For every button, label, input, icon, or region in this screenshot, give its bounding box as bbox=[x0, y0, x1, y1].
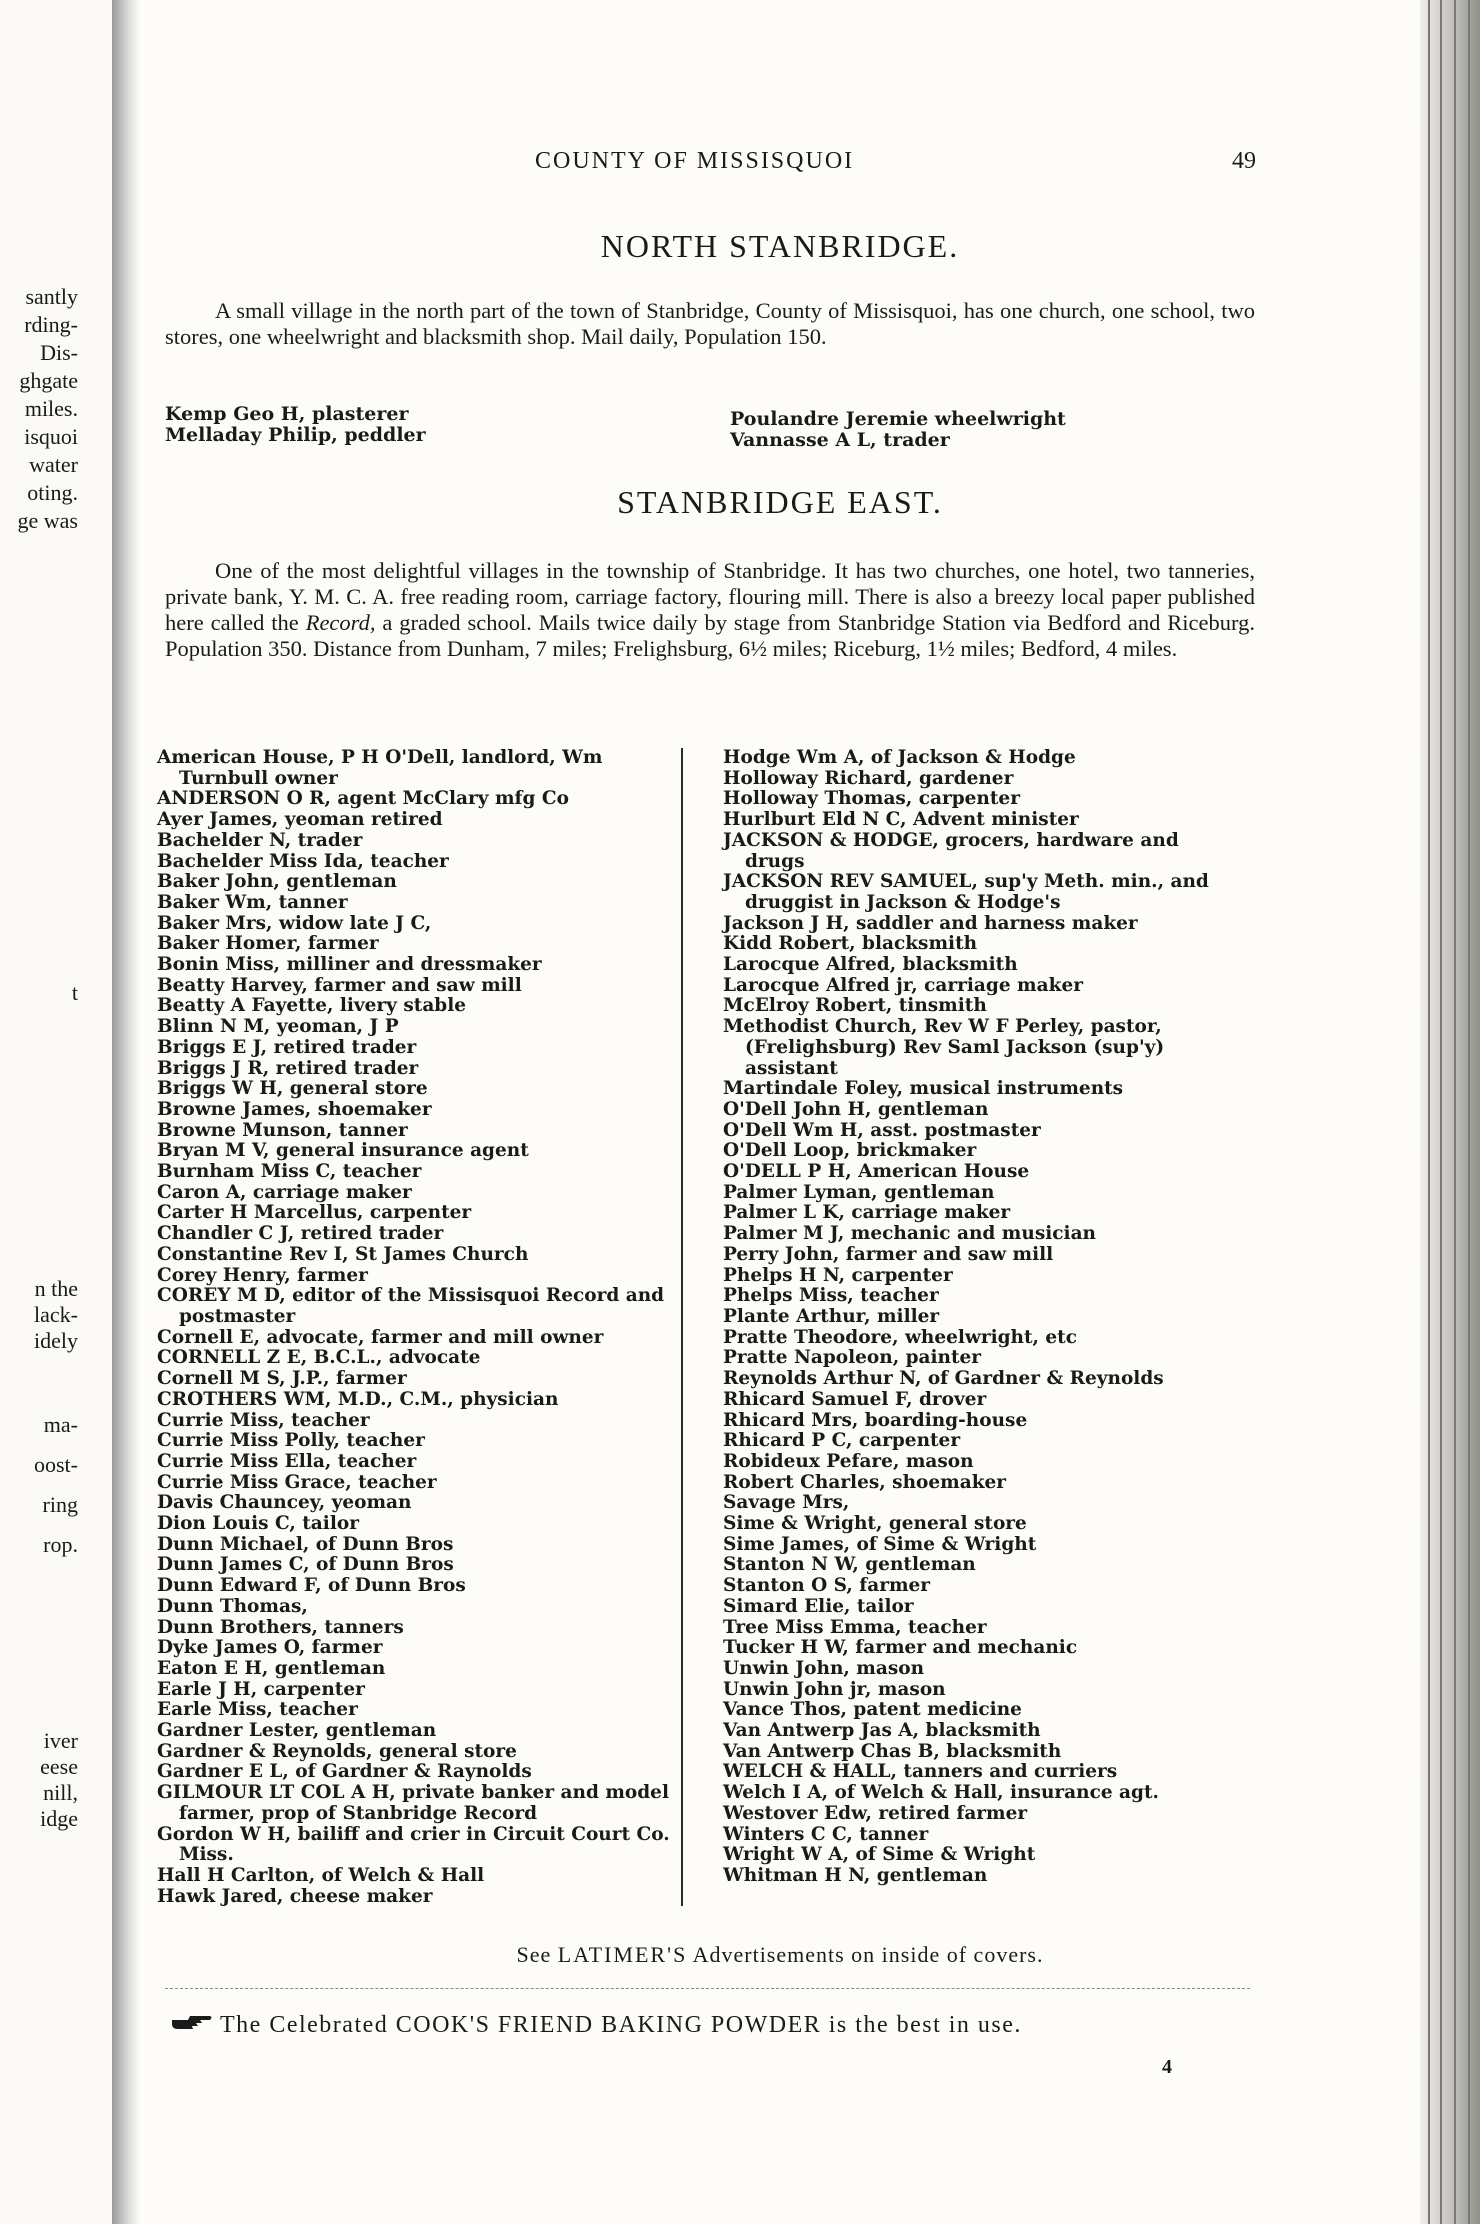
directory-entry: Palmer Lyman, gentleman bbox=[723, 1181, 995, 1203]
facing-page-fragment: n the bbox=[34, 1276, 78, 1301]
directory-entry: Cornell E, advocate, farmer and mill owner bbox=[157, 1326, 604, 1348]
directory-entry: Perry John, farmer and saw mill bbox=[723, 1243, 1054, 1265]
directory-column-left bbox=[157, 748, 675, 1907]
facing-page-fragment: rop. bbox=[43, 1532, 78, 1557]
directory-entry: Kidd Robert, blacksmith bbox=[723, 933, 978, 955]
directory-entry: Beatty Harvey, farmer and saw mill bbox=[157, 974, 522, 996]
directory-entry: Rhicard P C, carpenter bbox=[723, 1430, 961, 1452]
facing-page-fragment: ghgate bbox=[19, 368, 78, 393]
directory-entry: O'Dell Wm H, asst. postmaster bbox=[723, 1119, 1041, 1141]
facing-page-fragment: iver bbox=[43, 1728, 78, 1753]
book-page bbox=[140, 0, 1420, 2224]
directory-entry: Briggs W H, general store bbox=[157, 1078, 428, 1100]
directory-entry: Browne James, shoemaker bbox=[157, 1098, 432, 1120]
directory-entry: Constantine Rev I, St James Church bbox=[157, 1243, 529, 1265]
directory-entry: Bachelder Miss Ida, teacher bbox=[157, 850, 449, 872]
directory-entry: Reynolds Arthur N, of Gardner & Reynolds bbox=[723, 1368, 1164, 1390]
description-text: One of the most delightful villages in the township of Stanbridge. It has two churches, one hotel, two tanneries, private bank, Y. M. C. A. free reading room, carriage factory, flouring mill. There is also a breezy local paper published here called the bbox=[165, 558, 1255, 635]
directory-entry: O'DELL P H, American House bbox=[723, 1161, 1030, 1183]
section-title-north-stanbridge: NORTH STANBRIDGE. bbox=[600, 228, 960, 264]
directory-entry: Dunn Edward F, of Dunn Bros bbox=[157, 1575, 466, 1597]
directory-entry: Dunn James C, of Dunn Bros bbox=[157, 1554, 454, 1576]
directory-entry: Cornell M S, J.P., farmer bbox=[157, 1368, 407, 1390]
directory-entry: Hodge Wm A, of Jackson & Hodge bbox=[723, 747, 1076, 768]
directory-entry: Briggs E J, retired trader bbox=[157, 1036, 417, 1058]
running-title: COUNTY OF MISSISQUOI bbox=[535, 148, 855, 174]
directory-entry: Baker Wm, tanner bbox=[157, 891, 348, 913]
directory-entry: Westover Edw, retired farmer bbox=[723, 1802, 1028, 1824]
directory-entry: Blinn N M, yeoman, J P bbox=[157, 1016, 399, 1038]
directory-entry: Baker Homer, farmer bbox=[157, 933, 379, 955]
facing-page-fragment: eese bbox=[40, 1754, 78, 1779]
north-stanbridge-description-text: A small village in the north part of the town of Stanbridge, County of Missisquoi, has one church, one school, two stores, one wheelwright and blacksmith shop. Mail daily, Population 150. bbox=[165, 298, 1255, 349]
page-number: 49 bbox=[1232, 148, 1256, 174]
directory-entry: Vance Thos, patent medicine bbox=[723, 1699, 1022, 1721]
directory-entry: Pratte Theodore, wheelwright, etc bbox=[723, 1326, 1077, 1348]
directory-entry: Rhicard Samuel F, drover bbox=[723, 1388, 987, 1410]
directory-entry: Gardner E L, of Gardner & Raynolds bbox=[157, 1761, 532, 1783]
directory-entry: Baker Mrs, widow late J C, bbox=[157, 912, 432, 934]
page-stack-edge bbox=[1420, 0, 1480, 2224]
facing-page-fragment: water bbox=[29, 452, 78, 477]
directory-entry: Methodist Church, Rev W F Perley, pastor, (Frelighsburg) Rev Saml Jackson (sup'y) assistant bbox=[723, 1016, 1165, 1079]
stanbridge-east-description bbox=[165, 558, 1255, 662]
directory-entry: O'Dell Loop, brickmaker bbox=[723, 1140, 977, 1162]
directory-entry: Currie Miss, teacher bbox=[157, 1409, 370, 1431]
directory-entry: Larocque Alfred jr, carriage maker bbox=[723, 974, 1083, 996]
directory-entry: Rhicard Mrs, boarding-house bbox=[723, 1409, 1028, 1431]
directory-entry: Martindale Foley, musical instruments bbox=[723, 1078, 1124, 1100]
north-stanbridge-directory-left bbox=[165, 404, 426, 445]
directory-entry: Simard Elie, tailor bbox=[723, 1595, 914, 1617]
directory-entry: Chandler C J, retired trader bbox=[157, 1223, 444, 1245]
directory-entry: Baker John, gentleman bbox=[157, 871, 397, 893]
facing-page-fragment: isquoi bbox=[24, 424, 78, 449]
see-prefix: See bbox=[516, 1942, 558, 1967]
directory-entry: Browne Munson, tanner bbox=[157, 1119, 408, 1141]
directory-entry: Wright W A, of Sime & Wright bbox=[723, 1844, 1036, 1866]
directory-entry: Unwin John, mason bbox=[723, 1657, 925, 1679]
directory-entry: Robert Charles, shoemaker bbox=[723, 1471, 1007, 1493]
directory-entry: Dunn Michael, of Dunn Bros bbox=[157, 1533, 454, 1555]
directory-entry: Van Antwerp Jas A, blacksmith bbox=[723, 1720, 1041, 1742]
directory-entry: Currie Miss Grace, teacher bbox=[157, 1471, 437, 1493]
directory-entry: Bonin Miss, milliner and dressmaker bbox=[157, 954, 542, 976]
facing-page-fragment: oting. bbox=[27, 480, 78, 505]
baking-powder-ad bbox=[170, 2012, 1270, 2041]
directory-entry: Jackson J H, saddler and harness maker bbox=[723, 912, 1138, 934]
book-gutter bbox=[112, 0, 140, 2224]
signature-mark: 4 bbox=[1162, 2056, 1172, 2078]
directory-entry: ANDERSON O R, agent McClary mfg Co bbox=[157, 788, 569, 810]
directory-entry: Bachelder N, trader bbox=[157, 829, 363, 851]
facing-page-strip bbox=[0, 0, 115, 2224]
divider-rule bbox=[165, 1988, 1250, 1989]
north-stanbridge-directory-right bbox=[730, 409, 1066, 450]
directory-entry: Poulandre Jeremie wheelwright bbox=[730, 408, 1066, 430]
directory-entry: Palmer L K, carriage maker bbox=[723, 1202, 1011, 1224]
directory-entry: Carter H Marcellus, carpenter bbox=[157, 1202, 472, 1224]
section-title-stanbridge-east: STANBRIDGE EAST. bbox=[617, 484, 943, 520]
directory-entry: Caron A, carriage maker bbox=[157, 1181, 412, 1203]
directory-entry: Plante Arthur, miller bbox=[723, 1305, 940, 1327]
directory-entry: Holloway Richard, gardener bbox=[723, 767, 1014, 789]
running-head bbox=[140, 148, 1420, 184]
directory-entry: Currie Miss Polly, teacher bbox=[157, 1430, 425, 1452]
north-stanbridge-description bbox=[165, 298, 1255, 350]
directory-entry: Beatty A Fayette, livery stable bbox=[157, 995, 467, 1017]
directory-entry: Hawk Jared, cheese maker bbox=[157, 1885, 433, 1907]
directory-entry: Whitman H N, gentleman bbox=[723, 1864, 988, 1886]
facing-page-fragment: ma- bbox=[43, 1412, 78, 1437]
directory-entry: Corey Henry, farmer bbox=[157, 1264, 368, 1286]
directory-entry: Sime James, of Sime & Wright bbox=[723, 1533, 1037, 1555]
record-italic: Record, bbox=[305, 610, 376, 635]
directory-entry: Melladay Philip, peddler bbox=[165, 423, 426, 446]
facing-page-fragment: santly bbox=[25, 284, 78, 309]
directory-entry: Tree Miss Emma, teacher bbox=[723, 1616, 987, 1638]
facing-page-fragment: lack- bbox=[34, 1302, 78, 1327]
directory-entry: Winters C C, tanner bbox=[723, 1823, 929, 1845]
directory-entry: Tucker H W, farmer and mechanic bbox=[723, 1637, 1078, 1659]
directory-entry: Holloway Thomas, carpenter bbox=[723, 788, 1020, 810]
directory-column-right bbox=[723, 748, 1243, 1887]
directory-entry: Ayer James, yeoman retired bbox=[157, 809, 443, 831]
directory-entry: Stanton O S, farmer bbox=[723, 1575, 931, 1597]
directory-entry: Gardner & Reynolds, general store bbox=[157, 1740, 517, 1762]
facing-page-fragment: oost- bbox=[34, 1452, 78, 1477]
directory-entry: Vannasse A L, trader bbox=[730, 428, 950, 451]
directory-entry: Burnham Miss C, teacher bbox=[157, 1161, 422, 1183]
directory-entry: Stanton N W, gentleman bbox=[723, 1554, 976, 1576]
directory-entry: Hurlburt Eld N C, Advent minister bbox=[723, 809, 1079, 831]
directory-entry: Van Antwerp Chas B, blacksmith bbox=[723, 1740, 1062, 1762]
directory-entry: Dunn Brothers, tanners bbox=[157, 1616, 404, 1638]
directory-entry: McElroy Robert, tinsmith bbox=[723, 995, 987, 1017]
directory-entry: Welch I A, of Welch & Hall, insurance agt. bbox=[723, 1782, 1159, 1804]
directory-entry: Bryan M V, general insurance agent bbox=[157, 1140, 529, 1162]
directory-entry: Savage Mrs, bbox=[723, 1492, 850, 1514]
directory-entry: Robideux Pefare, mason bbox=[723, 1450, 974, 1472]
directory-entry: Briggs J R, retired trader bbox=[157, 1057, 419, 1079]
see-suffix: Advertisements on inside of covers. bbox=[687, 1942, 1044, 1967]
facing-page-fragment: idge bbox=[40, 1806, 78, 1831]
directory-entry: O'Dell John H, gentleman bbox=[723, 1098, 989, 1120]
directory-entry: CORNELL Z E, B.C.L., advocate bbox=[157, 1347, 481, 1369]
ad-text: The Celebrated COOK'S FRIEND BAKING POWDER is the best in use. bbox=[220, 2012, 1022, 2039]
directory-entry: Davis Chauncey, yeoman bbox=[157, 1492, 412, 1514]
directory-entry: WELCH & HALL, tanners and curriers bbox=[723, 1761, 1118, 1783]
directory-entry: Kemp Geo H, plasterer bbox=[165, 403, 409, 425]
facing-page-fragment: t bbox=[71, 980, 78, 1005]
facing-page-fragment: ge was bbox=[17, 508, 78, 533]
column-divider bbox=[681, 748, 683, 1906]
directory-entry: Unwin John jr, mason bbox=[723, 1678, 946, 1700]
see-advertisements-note bbox=[140, 1942, 1420, 1968]
facing-page-fragment: miles. bbox=[24, 396, 78, 421]
directory-entry: JACKSON REV SAMUEL, sup'y Meth. min., and druggist in Jackson & Hodge's bbox=[723, 871, 1209, 913]
directory-entry: Earle Miss, teacher bbox=[157, 1699, 358, 1721]
directory-entry: CROTHERS WM, M.D., C.M., physician bbox=[157, 1388, 559, 1410]
facing-page-fragment: nill, bbox=[43, 1780, 78, 1805]
directory-entry: Sime & Wright, general store bbox=[723, 1513, 1027, 1535]
latimer-brand: LATIMER'S bbox=[557, 1942, 688, 1967]
directory-entry: Dion Louis C, tailor bbox=[157, 1513, 359, 1535]
directory-entry: Hall H Carlton, of Welch & Hall bbox=[157, 1864, 485, 1886]
facing-page-fragment: rding- bbox=[24, 312, 78, 337]
facing-page-fragment: Dis- bbox=[40, 340, 78, 365]
directory-entry: Dunn Thomas, bbox=[157, 1595, 308, 1617]
directory-entry: Earle J H, carpenter bbox=[157, 1678, 365, 1700]
facing-page-fragment: ring bbox=[42, 1492, 78, 1517]
facing-page-fragment: idely bbox=[34, 1328, 78, 1353]
directory-entry: JACKSON & HODGE, grocers, hardware and drugs bbox=[723, 829, 1179, 872]
pointing-hand-icon bbox=[170, 2012, 214, 2041]
description-text: a graded school. Mails twice daily by stage from Stanbridge Station via Bedford and Riceburg. Population 350. Distance from Dunham, 7 miles; Frelighsburg, 6½ miles; Riceburg, 1½ miles; Bedford, 4 miles. bbox=[165, 610, 1255, 661]
directory-entry: Larocque Alfred, blacksmith bbox=[723, 954, 1018, 976]
directory-entry: Phelps H N, carpenter bbox=[723, 1264, 953, 1286]
directory-entry: Currie Miss Ella, teacher bbox=[157, 1450, 417, 1472]
directory-entry: COREY M D, editor of the Missisquoi Record and postmaster bbox=[157, 1285, 665, 1327]
directory-entry: Eaton E H, gentleman bbox=[157, 1657, 386, 1679]
directory-entry: GILMOUR LT COL A H, private banker and model farmer, prop of Stanbridge Record bbox=[157, 1782, 669, 1824]
directory-entry: Dyke James O, farmer bbox=[157, 1637, 383, 1659]
directory-entry: American House, P H O'Dell, landlord, Wm Turnbull owner bbox=[157, 747, 603, 789]
directory-entry: Palmer M J, mechanic and musician bbox=[723, 1223, 1097, 1245]
directory-entry: Gardner Lester, gentleman bbox=[157, 1720, 437, 1742]
directory-entry: Gordon W H, bailiff and crier in Circuit Court Co. Miss. bbox=[157, 1823, 670, 1866]
directory-entry: Pratte Napoleon, painter bbox=[723, 1347, 982, 1369]
directory-entry: Phelps Miss, teacher bbox=[723, 1285, 939, 1307]
